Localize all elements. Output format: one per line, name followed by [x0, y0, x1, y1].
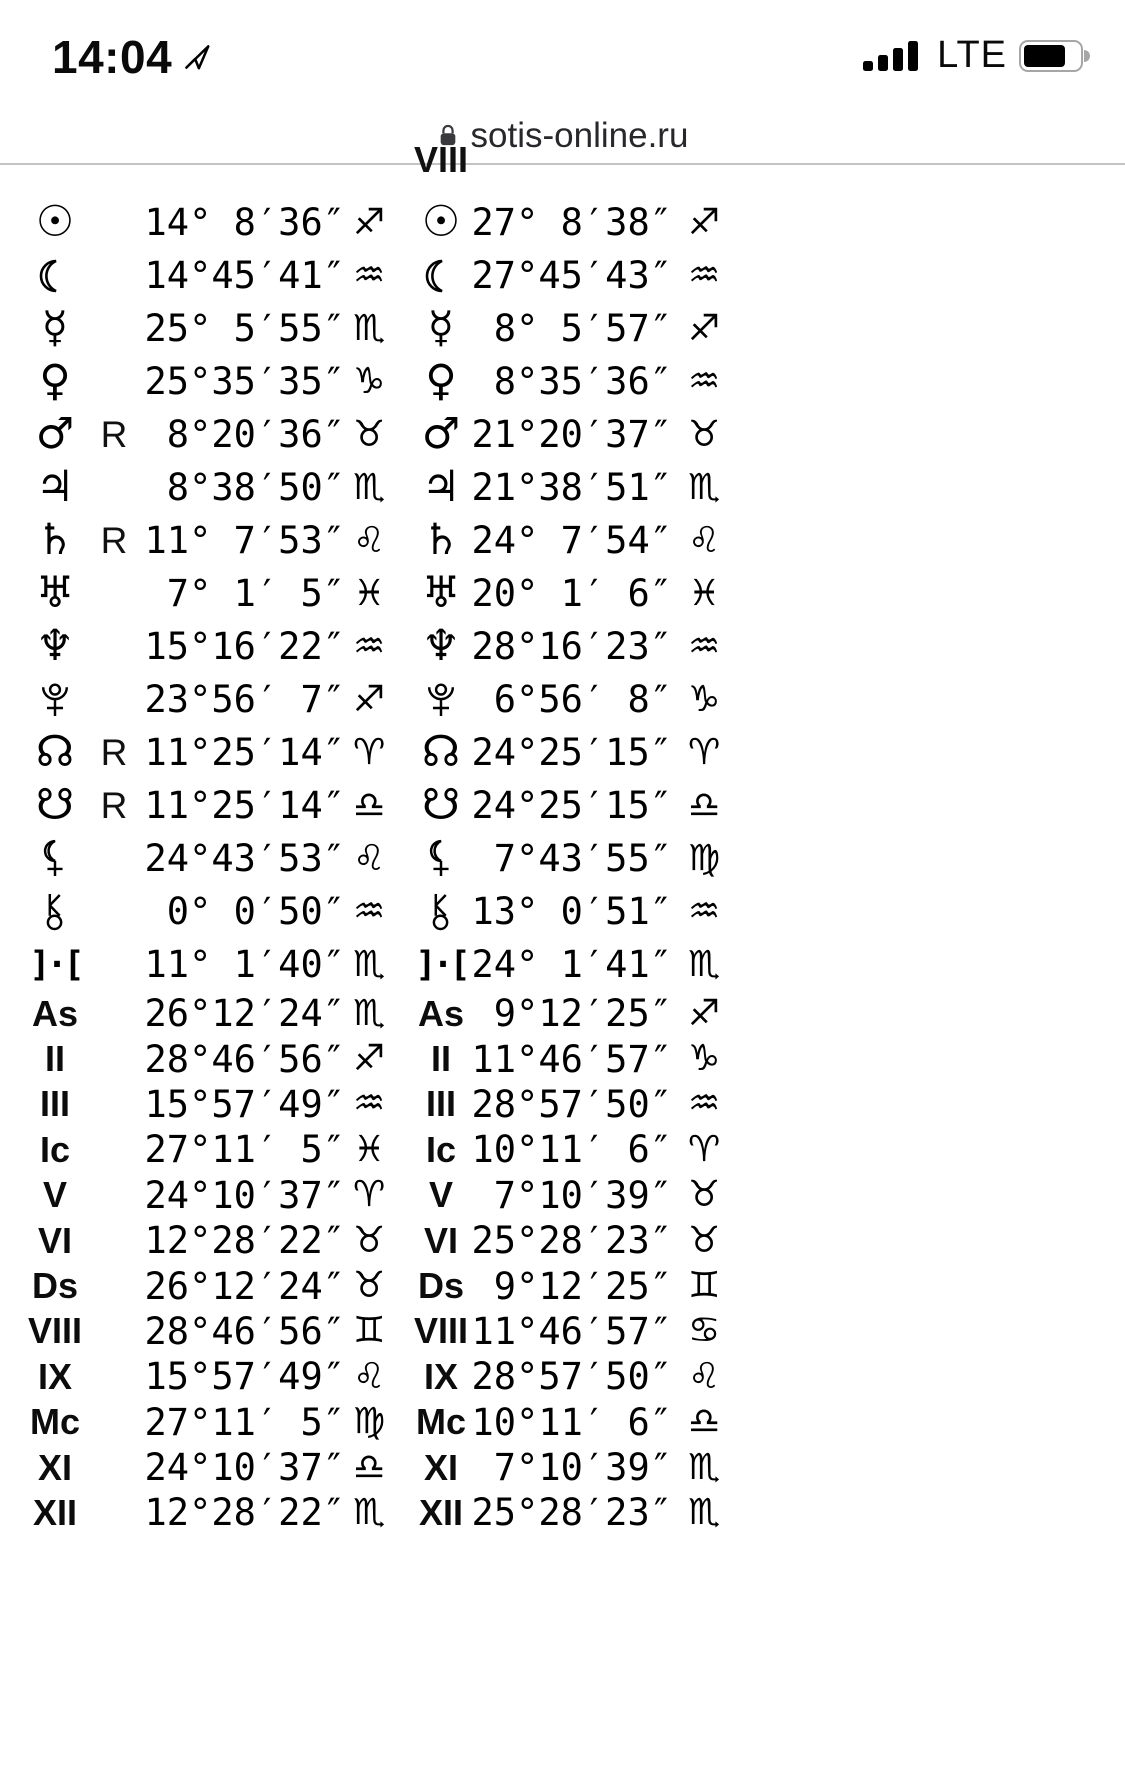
zodiac-sign-icon: ♍ [353, 1401, 386, 1443]
zodiac-sign-icon: ♒ [688, 360, 721, 402]
zodiac-sign-icon: ♒ [353, 254, 386, 296]
table-row [20, 885, 405, 938]
network-type-label: LTE [937, 34, 1007, 76]
table-row [20, 832, 405, 885]
house-label-house-9: IX [423, 1355, 458, 1397]
sun-icon: ☉ [35, 197, 75, 247]
zodiac-sign-icon: ♌ [688, 519, 721, 561]
zodiac-sign-icon: ♏ [688, 1446, 721, 1488]
house-label-house-8: VIII [27, 1310, 83, 1352]
table-row [405, 1400, 742, 1445]
table-row [405, 514, 742, 567]
zodiac-sign-icon: ♎ [353, 1446, 386, 1488]
position-value: 28°57′50″ [471, 1082, 672, 1126]
table-row [405, 567, 742, 620]
house-label-ic: Ic [425, 1128, 457, 1170]
zodiac-sign-icon: ♈ [688, 1128, 721, 1170]
zodiac-sign-icon: ♑ [688, 678, 721, 720]
table-row [405, 461, 742, 514]
table-row [405, 1490, 742, 1535]
position-value: 27°11′ 5″ [144, 1400, 345, 1444]
table-row [20, 1218, 405, 1263]
retrograde-marker [90, 1490, 138, 1535]
battery-fill [1024, 45, 1065, 67]
retrograde-marker [90, 567, 138, 620]
table-row [405, 673, 742, 726]
position-value: 8° 5′57″ [471, 307, 672, 350]
table-row [405, 1218, 742, 1263]
position-value: 26°12′24″ [144, 992, 345, 1036]
zodiac-sign-icon: ♒ [353, 1083, 386, 1125]
signal-strength-icon [863, 41, 925, 71]
zodiac-sign-icon: ♏ [688, 943, 721, 985]
retrograde-marker [90, 1400, 138, 1445]
retrograde-marker [90, 620, 138, 673]
house-label-house-2: II [430, 1038, 451, 1080]
zodiac-sign-icon: ♓ [688, 572, 721, 614]
table-row [405, 355, 742, 408]
position-value: 24°25′15″ [471, 784, 672, 827]
position-value: 11°46′57″ [471, 1309, 672, 1353]
table-row [20, 1400, 405, 1445]
position-value: 21°38′51″ [471, 466, 672, 509]
table-row [20, 620, 405, 673]
house-label-house-11: XI [37, 1446, 72, 1488]
house-label-dsc: Ds [417, 1265, 465, 1307]
zodiac-sign-icon: ♑ [688, 1038, 721, 1080]
pluto-icon [405, 673, 477, 726]
battery-icon [1019, 40, 1083, 72]
table-row [20, 726, 405, 779]
position-value: 7°10′39″ [471, 1173, 672, 1217]
zodiac-sign-icon: ♏ [353, 466, 386, 508]
table-row [20, 938, 405, 991]
position-value: 13° 0′51″ [471, 890, 672, 933]
sun-icon: ☉ [421, 197, 461, 247]
zodiac-sign-icon: ♏ [688, 1491, 721, 1533]
retrograde-marker [90, 1036, 138, 1081]
retrograde-marker: R [100, 519, 128, 561]
position-value: 12°28′22″ [144, 1491, 345, 1535]
venus-icon: ♀ [425, 356, 457, 406]
battery-nub [1084, 50, 1090, 62]
position-value: 9°12′25″ [471, 1264, 672, 1308]
table-row [20, 302, 405, 355]
position-value: 11°46′57″ [471, 1037, 672, 1081]
table-row [405, 832, 742, 885]
chiron-icon [405, 885, 477, 938]
house-label-house-6: VI [423, 1219, 458, 1261]
house-label-house-5: V [42, 1174, 67, 1216]
location-arrow-icon [182, 42, 212, 72]
zodiac-sign-icon: ♉ [688, 413, 721, 455]
position-value: 20° 1′ 6″ [471, 572, 672, 615]
house-label-house-5: V [428, 1174, 453, 1216]
zodiac-sign-icon: ♏ [353, 1491, 386, 1533]
page-content [0, 139, 1125, 1536]
house-label-dsc: Ds [31, 1265, 79, 1307]
house-label-house-8: VIII [413, 1310, 469, 1352]
retrograde-marker [90, 1127, 138, 1172]
north-node-icon: ☊ [35, 727, 75, 777]
mercury-icon: ☿ [41, 303, 69, 353]
table-row [20, 249, 405, 302]
ephemeris-table-left [0, 196, 405, 1536]
retrograde-marker [90, 1309, 138, 1354]
zodiac-sign-icon: ♎ [688, 784, 721, 826]
mercury-icon: ☿ [427, 303, 455, 353]
position-value: 25°28′23″ [471, 1491, 672, 1535]
neptune-icon: ♆ [421, 621, 461, 671]
zodiac-sign-icon: ♏ [688, 466, 721, 508]
position-value: 15°57′49″ [144, 1355, 345, 1399]
table-row [20, 514, 405, 567]
zodiac-sign-icon: ♐ [353, 201, 386, 243]
zodiac-sign-icon: ♉ [353, 413, 386, 455]
table-row [20, 1036, 405, 1081]
position-value: 21°20′37″ [471, 413, 672, 456]
house-label-mc: Mc [415, 1401, 466, 1443]
position-value: 28°16′23″ [471, 625, 672, 668]
vertex-icon: ]·[ [29, 944, 81, 985]
zodiac-sign-icon: ♌ [353, 519, 386, 561]
north-node-icon: ☊ [421, 727, 461, 777]
zodiac-sign-icon: ♒ [688, 625, 721, 667]
table-row [20, 1490, 405, 1535]
zodiac-sign-icon: ♒ [688, 890, 721, 932]
pluto-icon [20, 673, 90, 726]
table-row [405, 1036, 742, 1081]
mars-icon: ♂ [35, 409, 75, 459]
venus-icon: ♀ [39, 356, 71, 406]
position-value: 10°11′ 6″ [471, 1128, 672, 1172]
position-value: 25°35′35″ [144, 360, 345, 403]
clipped-previous-row: VIII [413, 139, 469, 180]
moon-icon [20, 249, 90, 302]
house-label-house-9: IX [37, 1355, 72, 1397]
table-row [405, 1309, 742, 1354]
position-value: 8°20′36″ [144, 413, 345, 456]
position-value: 23°56′ 7″ [144, 678, 345, 721]
moon-icon [405, 249, 477, 302]
saturn-icon: ♄ [35, 515, 75, 565]
table-row [405, 1127, 742, 1172]
retrograde-marker [90, 991, 138, 1036]
ephemeris-tables [0, 196, 1125, 1536]
zodiac-sign-icon: ♏ [353, 307, 386, 349]
position-value: 10°11′ 6″ [471, 1400, 672, 1444]
table-row [405, 726, 742, 779]
table-row [20, 461, 405, 514]
house-label-house-3: III [39, 1083, 70, 1125]
zodiac-sign-icon: ♎ [688, 1401, 721, 1443]
zodiac-sign-icon: ♐ [353, 1038, 386, 1080]
zodiac-sign-icon: ♈ [688, 731, 721, 773]
lilith-icon [20, 832, 90, 885]
ephemeris-table-right [405, 196, 742, 1536]
zodiac-sign-icon: ♉ [353, 1219, 386, 1261]
table-row [20, 567, 405, 620]
table-row [405, 249, 742, 302]
table-row [20, 1173, 405, 1218]
retrograde-marker [90, 249, 138, 302]
house-label-house-2: II [44, 1038, 65, 1080]
table-row [405, 779, 742, 832]
table-row [20, 1082, 405, 1127]
position-value: 12°28′22″ [144, 1219, 345, 1263]
position-value: 11° 7′53″ [144, 519, 345, 562]
address-bar[interactable] [0, 108, 1125, 163]
position-value: 11°25′14″ [144, 731, 345, 774]
zodiac-sign-icon: ♉ [688, 1174, 721, 1216]
lilith-icon [405, 832, 477, 885]
position-value: 25°28′23″ [471, 1219, 672, 1263]
mars-icon: ♂ [421, 409, 461, 459]
saturn-icon: ♄ [421, 515, 461, 565]
retrograde-marker [90, 1173, 138, 1218]
jupiter-icon: ♃ [35, 462, 75, 512]
table-row [20, 991, 405, 1036]
jupiter-icon: ♃ [421, 462, 461, 512]
house-label-house-12: XII [32, 1491, 77, 1533]
zodiac-sign-icon: ♐ [688, 992, 721, 1034]
zodiac-sign-icon: ♊ [688, 1265, 721, 1307]
position-value: 28°57′50″ [471, 1355, 672, 1399]
house-label-house-6: VI [37, 1219, 72, 1261]
position-value: 27°11′ 5″ [144, 1128, 345, 1172]
status-bar [0, 0, 1125, 100]
table-row [405, 991, 742, 1036]
table-row [405, 1445, 742, 1490]
zodiac-sign-icon: ♑ [353, 360, 386, 402]
position-value: 25° 5′55″ [144, 307, 345, 350]
house-label-house-3: III [425, 1083, 456, 1125]
zodiac-sign-icon: ♐ [688, 201, 721, 243]
zodiac-sign-icon: ♒ [353, 625, 386, 667]
position-value: 24°10′37″ [144, 1446, 345, 1490]
table-row [405, 1173, 742, 1218]
table-row [20, 1127, 405, 1172]
house-label-house-11: XI [423, 1446, 458, 1488]
zodiac-sign-icon: ♈ [353, 731, 386, 773]
retrograde-marker [90, 1354, 138, 1399]
table-row [405, 1082, 742, 1127]
zodiac-sign-icon: ♏ [353, 943, 386, 985]
position-value: 7°10′39″ [471, 1446, 672, 1490]
zodiac-sign-icon: ♉ [688, 1219, 721, 1261]
zodiac-sign-icon: ♋ [688, 1310, 721, 1352]
retrograde-marker [90, 1263, 138, 1308]
position-value: 8°38′50″ [144, 466, 345, 509]
zodiac-sign-icon: ♐ [688, 307, 721, 349]
table-row [20, 1445, 405, 1490]
table-row [20, 1309, 405, 1354]
zodiac-sign-icon: ♒ [688, 254, 721, 296]
uranus-icon: ♅ [35, 568, 75, 618]
retrograde-marker [90, 302, 138, 355]
retrograde-marker: R [100, 731, 128, 773]
zodiac-sign-icon: ♎ [353, 784, 386, 826]
zodiac-sign-icon: ♊ [353, 1310, 386, 1352]
table-row [405, 408, 742, 461]
position-value: 28°46′56″ [144, 1037, 345, 1081]
position-value: 8°35′36″ [471, 360, 672, 403]
table-row [20, 355, 405, 408]
zodiac-sign-icon: ♉ [353, 1265, 386, 1307]
table-row [405, 1263, 742, 1308]
position-value: 0° 0′50″ [144, 890, 345, 933]
position-value: 24°43′53″ [144, 837, 345, 880]
table-row [20, 1354, 405, 1399]
house-label-ic: Ic [39, 1128, 71, 1170]
house-label-asc: As [31, 992, 79, 1034]
zodiac-sign-icon: ♒ [688, 1083, 721, 1125]
clock: 14:04 [52, 31, 173, 83]
zodiac-sign-icon: ♌ [688, 1355, 721, 1397]
zodiac-sign-icon: ♌ [353, 837, 386, 879]
position-value: 24°10′37″ [144, 1173, 345, 1217]
position-value: 7° 1′ 5″ [144, 572, 345, 615]
retrograde-marker [90, 885, 138, 938]
url-text: sotis-online.ru [470, 115, 689, 155]
table-row [20, 673, 405, 726]
position-value: 11°25′14″ [144, 784, 345, 827]
vertex-icon: ]·[ [415, 944, 467, 985]
retrograde-marker [90, 196, 138, 249]
retrograde-marker [90, 673, 138, 726]
position-value: 27°45′43″ [471, 254, 672, 297]
table-row [405, 302, 742, 355]
retrograde-marker: R [100, 413, 128, 455]
position-value: 28°46′56″ [144, 1309, 345, 1353]
position-value: 11° 1′40″ [144, 943, 345, 986]
zodiac-sign-icon: ♈ [353, 1174, 386, 1216]
table-row [405, 938, 742, 991]
table-row [20, 779, 405, 832]
retrograde-marker [90, 1445, 138, 1490]
table-row [405, 620, 742, 673]
zodiac-sign-icon: ♓ [353, 1128, 386, 1170]
table-row [20, 1263, 405, 1308]
retrograde-marker: R [100, 784, 128, 826]
zodiac-sign-icon: ♍ [688, 837, 721, 879]
position-value: 24° 7′54″ [471, 519, 672, 562]
position-value: 24°25′15″ [471, 731, 672, 774]
position-value: 9°12′25″ [471, 992, 672, 1036]
table-row [405, 885, 742, 938]
position-value: 26°12′24″ [144, 1264, 345, 1308]
retrograde-marker [90, 832, 138, 885]
zodiac-sign-icon: ♌ [353, 1355, 386, 1397]
position-value: 24° 1′41″ [471, 943, 672, 986]
table-row [405, 196, 742, 249]
retrograde-marker [90, 461, 138, 514]
south-node-icon: ☋ [421, 780, 461, 830]
house-label-house-12: XII [418, 1491, 463, 1533]
zodiac-sign-icon: ♐ [353, 678, 386, 720]
south-node-icon: ☋ [35, 780, 75, 830]
position-value: 14°45′41″ [144, 254, 345, 297]
neptune-icon: ♆ [35, 621, 75, 671]
house-label-mc: Mc [29, 1401, 80, 1443]
table-row [20, 196, 405, 249]
retrograde-marker [90, 1082, 138, 1127]
retrograde-marker [90, 938, 138, 991]
table-row [20, 408, 405, 461]
position-value: 15°57′49″ [144, 1082, 345, 1126]
position-value: 27° 8′38″ [471, 201, 672, 244]
retrograde-marker [90, 1218, 138, 1263]
chiron-icon [20, 885, 90, 938]
house-label-asc: As [417, 992, 465, 1034]
position-value: 14° 8′36″ [144, 201, 345, 244]
zodiac-sign-icon: ♏ [353, 992, 386, 1034]
zodiac-sign-icon: ♓ [353, 572, 386, 614]
position-value: 7°43′55″ [471, 837, 672, 880]
position-value: 6°56′ 8″ [471, 678, 672, 721]
table-row [405, 1354, 742, 1399]
zodiac-sign-icon: ♒ [353, 890, 386, 932]
uranus-icon: ♅ [421, 568, 461, 618]
position-value: 15°16′22″ [144, 625, 345, 668]
retrograde-marker [90, 355, 138, 408]
